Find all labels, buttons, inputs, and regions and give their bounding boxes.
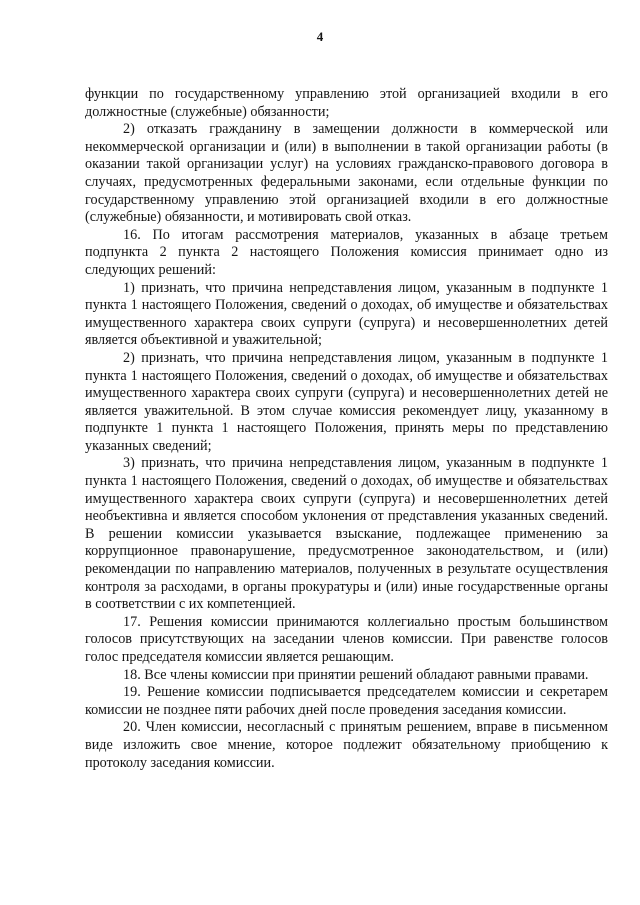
paragraph-refusal-item-2: 2) отказать гражданину в замещении должности в коммерческой или некоммерческой организации и (или) в выполнении в такой организации работы (в оказании такой организации услуг) на условиях гражданско-правового договора в случаях, предусмотренных федеральными законами, если отдельные функции по государственному управлению этой организацией входили в его должностные (служебные) обязанности, и мотивировать свой отказ. <box>85 121 608 226</box>
page-number: 4 <box>316 29 324 44</box>
paragraph-continuation: функции по государственному управлению этой организацией входили в его должностные (служебные) обязанности; <box>85 86 608 120</box>
document-body <box>85 86 608 772</box>
paragraph-section-20: 20. Член комиссии, несогласный с принятым решением, вправе в письменном виде изложить свое мнение, которое подлежит обязательному приобщению к протоколу заседания комиссии. <box>85 719 608 771</box>
paragraph-section-18: 18. Все члены комиссии при принятии решений обладают равными правами. <box>123 666 589 683</box>
paragraph-section-17: 17. Решения комиссии принимаются коллегиально простым большинством голосов присутствующих на заседании членов комиссии. При равенстве голосов голос председателя комиссии является решающим. <box>85 613 608 665</box>
paragraph-decision-2: 2) признать, что причина непредставления лицом, указанным в подпункте 1 пункта 1 настоящего Положения, сведений о доходах, об имуществе и обязательствах имущественного характера своих супруги (супруга) и несовершеннолетних детей не является уважительной. В этом случае комиссия рекомендует лицу, указанному в подпункте 1 пункта 1 настоящего Положения, принять меры по представлению указанных сведений; <box>85 349 608 454</box>
paragraph-decision-3: 3) признать, что причина непредставления лицом, указанным в подпункте 1 пункта 1 настоящего Положения, сведений о доходах, об имуществе и обязательствах имущественного характера своих супруги (супруга) и несовершеннолетних детей необъективна и является способом уклонения от представления указанных сведений. В решении комиссии указывается взыскание, подлежащее применению за коррупционное правонарушение, предусмотренное законодательством, и (или) рекомендации по направлению материалов, полученных в результате осуществления контроля за расходами, в органы прокуратуры и (или) иные государственные органы в соответствии с их компетенцией. <box>85 455 608 613</box>
paragraph-section-16: 16. По итогам рассмотрения материалов, указанных в абзаце третьем подпункта 2 пункта 2 настоящего Положения комиссия принимает одно из следующих решений: <box>85 226 608 278</box>
paragraph-section-19: 19. Решение комиссии подписывается председателем комиссии и секретарем комиссии не позднее пяти рабочих дней после проведения заседания комиссии. <box>85 684 608 718</box>
paragraph-decision-1: 1) признать, что причина непредставления лицом, указанным в подпункте 1 пункта 1 настоящего Положения, сведений о доходах, об имуществе и обязательствах имущественного характера своих супруги (супруга) и несовершеннолетних детей является объективной и уважительной; <box>85 279 608 349</box>
